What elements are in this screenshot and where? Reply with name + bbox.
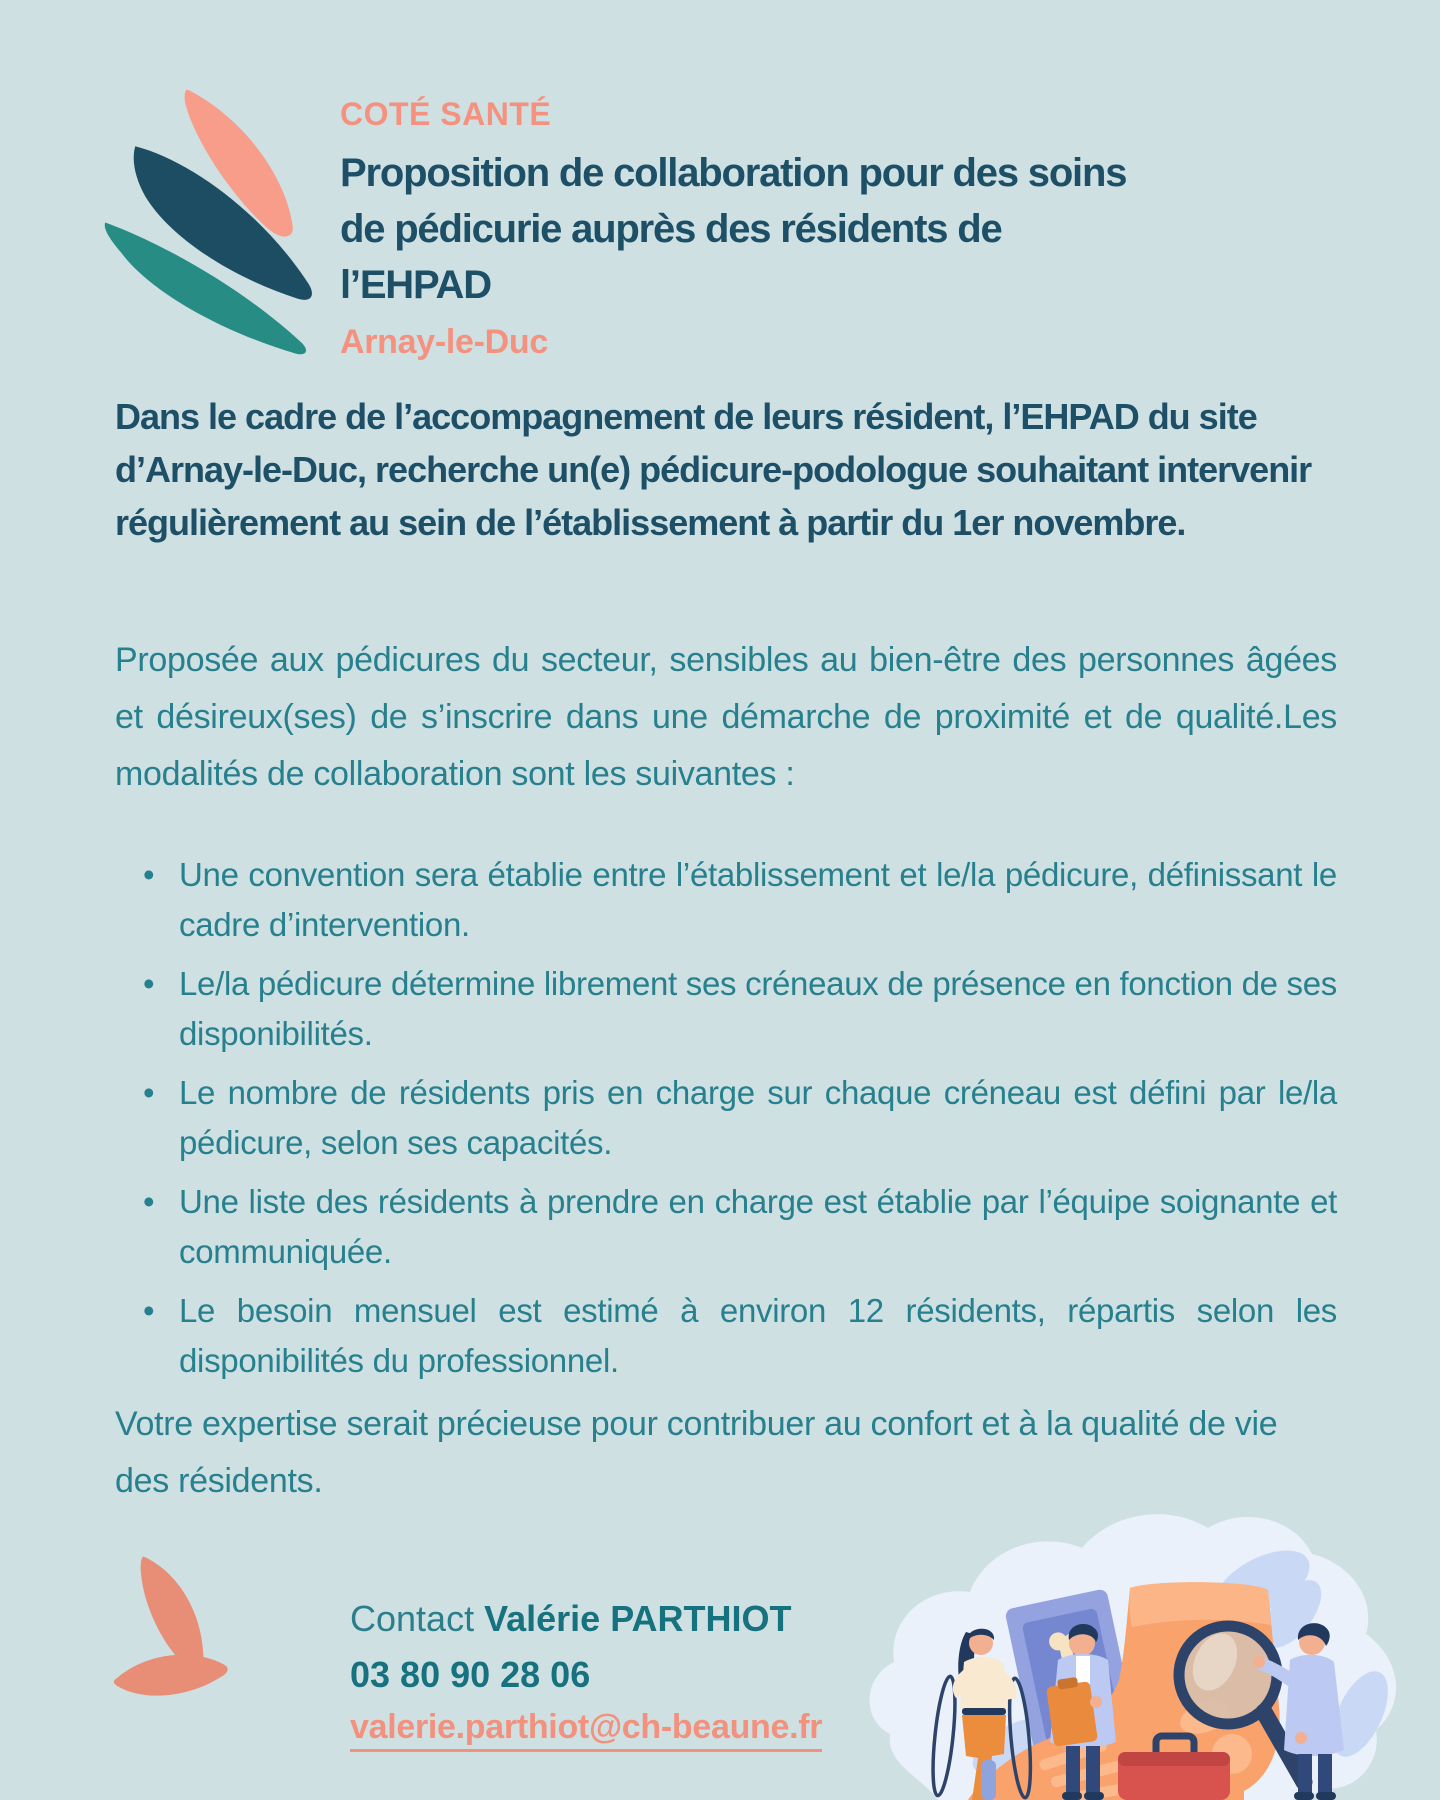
contact-phone: 03 80 90 28 06 (350, 1654, 591, 1695)
cote-sante-logo (93, 84, 319, 360)
kicker: COTÉ SANTÉ (340, 96, 552, 132)
contact-email-link[interactable]: valerie.parthiot@ch-beaune.fr (350, 1708, 822, 1752)
list-item: • Le besoin mensuel est estimé à environ 12 résidents, répartis selon les disponibilités du professionnel. (133, 1286, 1337, 1386)
closing-paragraph: Votre expertise serait précieuse pour contribuer au confort et à la qualité de vie des résidents. (115, 1405, 1278, 1500)
podiatry-illustration (820, 1492, 1440, 1800)
modalities-list (133, 850, 1337, 1395)
podiatry-foot-exam-scene-icon (820, 1492, 1440, 1800)
intro-paragraph: Dans le cadre de l’accompagnement de leurs résident, l’EHPAD du site d’Arnay-le-Duc, recherche un(e) pédicure-podologue souhaitant intervenir régulièrement au sein de l’établissement à partir du 1er novembre. (115, 396, 1312, 543)
two-leaf-mark-icon (110, 1553, 232, 1715)
list-item: • Le/la pédicure détermine librement ses créneaux de présence en fonction de ses disponibilités. (133, 959, 1337, 1059)
contact-leaf-mark (110, 1553, 232, 1715)
page-title-line-2: de pédicurie auprès des résidents de (340, 207, 1002, 251)
three-leaf-logo-icon (93, 84, 319, 360)
list-item: • Une liste des résidents à prendre en charge est établie par l’équipe soignante et communiquée. (133, 1177, 1337, 1277)
contact-name: Valérie PARTHIOT (484, 1598, 792, 1639)
list-item: • Une convention sera établie entre l’établissement et le/la pédicure, définissant le cadre d’intervention. (133, 850, 1337, 950)
page-title (340, 145, 1180, 313)
lead-paragraph: Proposée aux pédicures du secteur, sensibles au bien-être des personnes âgées et désireux(ses) de s’inscrire dans une démarche de proximité et de qualité.Les modalités de collaboration sont les suivantes : (115, 641, 1337, 793)
page-title-line-1: Proposition de collaboration pour des soins (340, 151, 1127, 195)
header (340, 96, 1180, 362)
page-title-line-3: l’EHPAD (340, 263, 491, 307)
contact-label: Contact (350, 1598, 475, 1639)
list-item: • Le nombre de résidents pris en charge sur chaque créneau est défini par le/la pédicure, selon ses capacités. (133, 1068, 1337, 1168)
location-subtitle: Arnay-le-Duc (340, 323, 549, 361)
